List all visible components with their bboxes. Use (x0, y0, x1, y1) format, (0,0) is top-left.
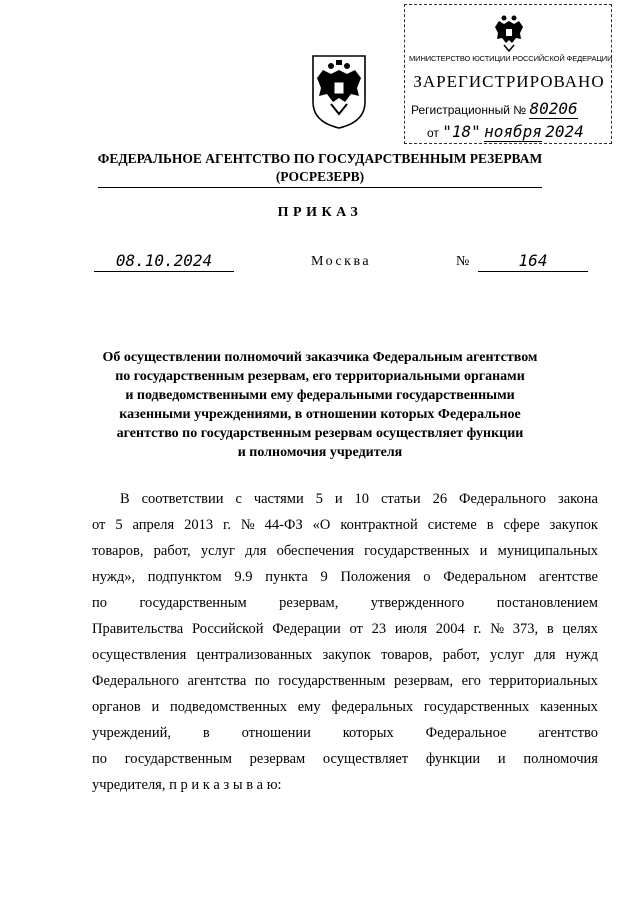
body-word: Федерального (92, 673, 180, 689)
body-word: закона (557, 491, 598, 507)
body-word: для (245, 543, 267, 559)
body-word: № (240, 517, 255, 533)
body-word: в (546, 621, 554, 637)
subject-line: Об осуществлении полномочий заказчика Федеральным агентством (102, 350, 538, 365)
body-word: статьи (380, 491, 421, 507)
body-word: с (235, 491, 242, 507)
body-word: государственным (139, 595, 247, 611)
body-line (92, 593, 598, 613)
body-word: от (349, 621, 363, 637)
body-word: и (151, 699, 160, 715)
body-word: государственных (423, 699, 530, 715)
body-word: утвержденного (370, 595, 465, 611)
stamp-registration-line (411, 99, 578, 119)
body-word: целях (562, 621, 598, 637)
subject-line: и полномочия учредителя (237, 445, 403, 460)
body-word: частями (253, 491, 304, 507)
body-word: о (423, 569, 431, 585)
body-word: «О (312, 517, 331, 533)
body-word: по (254, 673, 270, 689)
body-word: резервам, (393, 673, 454, 689)
body-word: июля (394, 621, 427, 637)
body-word: услуг (200, 543, 235, 559)
body-word: Положения (340, 569, 411, 585)
body-word: от (92, 517, 106, 533)
body-line (92, 723, 598, 743)
stamp-date-year: 2024 (545, 122, 584, 141)
stamp-reg-number: 80206 (529, 99, 578, 118)
body-word: и (497, 751, 506, 767)
body-word: нужд», (92, 569, 136, 585)
stamp-date-line (427, 122, 584, 142)
body-word: товаров, (92, 543, 144, 559)
order-date-field (94, 251, 234, 272)
agency-name-line-2: (РОСРЕЗЕРВ) (275, 169, 365, 184)
body-line (92, 541, 598, 561)
body-word: учреждений, (92, 725, 171, 741)
stamp-reg-label: Регистрационный № (411, 103, 527, 117)
stamp-emblem-icon (491, 11, 527, 53)
body-word: агентство (538, 725, 598, 741)
agency-name-line-1: ФЕДЕРАЛЬНОЕ АГЕНТСТВО ПО ГОСУДАРСТВЕННЫМ РЕЗЕРВАМ (97, 151, 543, 166)
body-word: его (461, 673, 481, 689)
body-word: товаров, (381, 647, 433, 663)
body-word: 373, (512, 621, 539, 637)
body-word: 2004 (435, 621, 465, 637)
body-word: 2013 (184, 517, 214, 533)
body-word: агентстве (539, 569, 598, 585)
body-word: подпунктом (147, 569, 222, 585)
body-word: по (92, 595, 108, 611)
stamp-ministry: МИНИСТЕРСТВО ЮСТИЦИИ РОССИЙСКОЙ ФЕДЕРАЦИИ (409, 54, 613, 63)
body-line: учредителя, п р и к а з ы в а ю: (92, 777, 282, 793)
body-word: Федерации (272, 621, 341, 637)
order-title: ПРИКАЗ (277, 205, 363, 220)
body-word: и (334, 491, 343, 507)
body-word: обеспечения (276, 543, 354, 559)
body-word: функции (425, 751, 481, 767)
body-word: подведомственных (169, 699, 287, 715)
body-line (92, 567, 598, 587)
body-word: органов (92, 699, 141, 715)
body-word: которых (342, 725, 394, 741)
body-word: работ, (442, 647, 480, 663)
subject-line: агентство по государственным резервам осуществляет функции (116, 426, 524, 441)
order-subject (100, 348, 540, 462)
body-word: муниципальных (497, 543, 598, 559)
body-word: апреля (132, 517, 175, 533)
registration-stamp (404, 4, 612, 144)
body-line (92, 645, 598, 665)
body-line (92, 697, 598, 717)
body-word: 5 (315, 491, 323, 507)
body-word: 9.9 (234, 569, 253, 585)
body-word: резервам (249, 751, 306, 767)
subject-line: по государственным резервам, его территориальными органами (115, 369, 525, 384)
body-word: в (486, 517, 494, 533)
body-word: 10 (354, 491, 370, 507)
body-word: в (202, 725, 210, 741)
body-word: В (120, 491, 130, 507)
body-word: централизованных (196, 647, 313, 663)
body-word: контрактной (340, 517, 418, 533)
body-word: и (479, 543, 488, 559)
body-word: г. (223, 517, 231, 533)
body-word: 23 (371, 621, 387, 637)
body-line (92, 489, 598, 509)
coat-of-arms-emblem (309, 52, 369, 130)
body-word: резервам, (279, 595, 339, 611)
body-word: услуг (489, 647, 525, 663)
body-word: осуществления (92, 647, 187, 663)
body-word: осуществляет (322, 751, 409, 767)
body-word: пункта (265, 569, 308, 585)
body-line (92, 619, 598, 639)
body-word: Российской (192, 621, 264, 637)
body-word: территориальных (489, 673, 598, 689)
body-word: соответствии (141, 491, 224, 507)
body-word: 9 (320, 569, 328, 585)
body-word: системе (427, 517, 477, 533)
body-word: по (92, 751, 108, 767)
body-word: сфере (503, 517, 540, 533)
body-word: федеральных (331, 699, 414, 715)
body-word: Федеральное (425, 725, 507, 741)
body-word: 44-ФЗ (264, 517, 303, 533)
order-date: 08.10.2024 (115, 251, 213, 270)
body-word: 26 (432, 491, 448, 507)
body-word: постановлением (496, 595, 598, 611)
body-word: казенных (539, 699, 598, 715)
order-number: 164 (518, 251, 548, 270)
body-word: для (534, 647, 556, 663)
header-divider (98, 187, 542, 188)
body-word: нужд (565, 647, 598, 663)
body-word: государственных (364, 543, 470, 559)
body-word: отношении (241, 725, 311, 741)
order-number-sign: № (456, 254, 470, 269)
body-word: закупок (549, 517, 598, 533)
agency-name (60, 150, 580, 186)
stamp-date-day: "18" (442, 122, 481, 141)
order-city: Москва (311, 254, 372, 269)
stamp-date-prefix: от (427, 126, 439, 140)
body-word: полномочия (523, 751, 598, 767)
body-word: № (490, 621, 505, 637)
stamp-registered: ЗАРЕГИСТРИРОВАНО (413, 72, 605, 91)
stamp-date-month: ноября (484, 122, 542, 141)
body-word: 5 (115, 517, 123, 533)
body-line (92, 749, 598, 769)
body-word: закупок (322, 647, 371, 663)
body-word: агентства (187, 673, 247, 689)
body-line (92, 671, 598, 691)
subject-line: и подведомственными ему федеральными государственными (125, 388, 515, 403)
body-word: Федерального (459, 491, 547, 507)
body-word: государственным (278, 673, 386, 689)
body-word: государственным (124, 751, 232, 767)
body-word: Правительства (92, 621, 184, 637)
body-word: Федеральном (443, 569, 527, 585)
subject-line: казенными учреждениями, в отношении которых Федеральное (119, 407, 521, 422)
order-number-field (478, 251, 588, 272)
body-word: работ, (153, 543, 191, 559)
body-line (92, 515, 598, 535)
body-word: г. (473, 621, 482, 637)
body-word: ему (297, 699, 321, 715)
